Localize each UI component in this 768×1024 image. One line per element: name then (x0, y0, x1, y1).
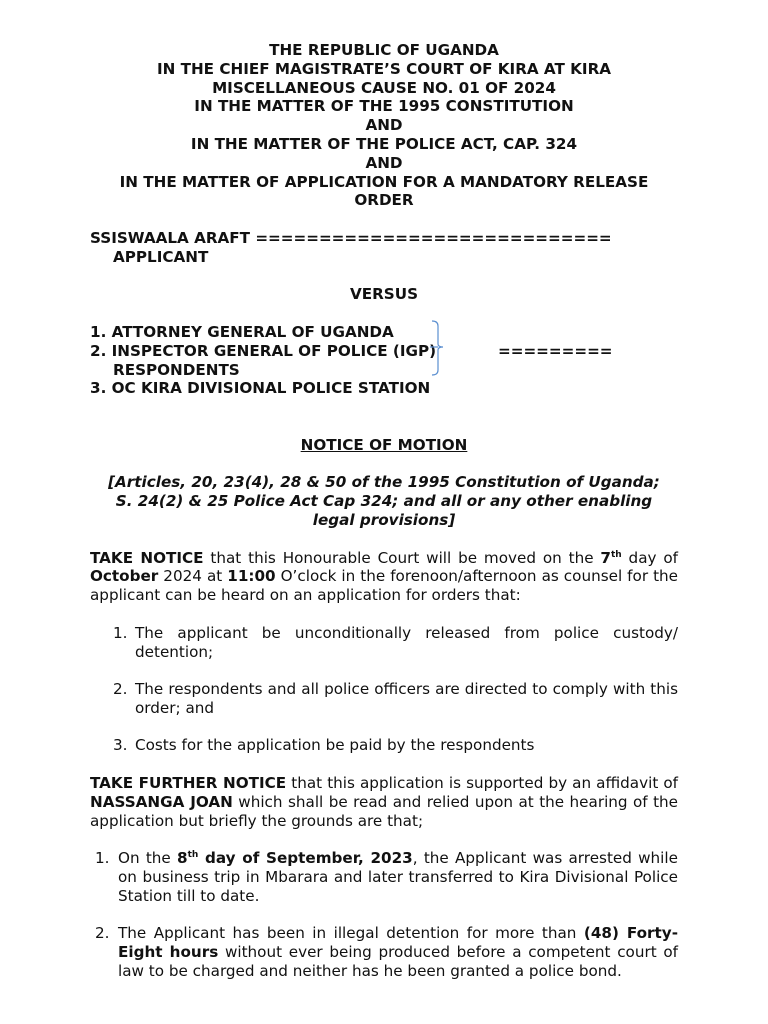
authority-line: S. 24(2) & 25 Police Act Cap 324; and all or any other enabling (115, 492, 653, 511)
day-number: 8 (177, 849, 188, 868)
further-notice-paragraph (90, 774, 678, 830)
item-text: Costs for the application be paid by the respondents (135, 736, 535, 755)
respondent-item: 2. INSPECTOR GENERAL OF POLICE (IGP) (90, 341, 437, 360)
list-item (90, 624, 678, 662)
heading-line: IN THE MATTER OF APPLICATION FOR A MANDATORY RELEASE (119, 172, 649, 191)
heading-line: IN THE MATTER OF THE POLICE ACT, CAP. 324 (190, 134, 578, 153)
bracket-icon (430, 320, 444, 376)
paragraph-text: that this application is supported by an affidavit of (286, 774, 678, 793)
respondents-label: RESPONDENTS (113, 360, 240, 379)
item-text: The applicant be unconditionally released from police custody/ detention; (135, 623, 678, 661)
paragraph-text: O’clock in the forenoon/afternoon as counsel for the applicant can be heard on an application for orders that: (90, 567, 679, 605)
item-number: 2. (95, 924, 110, 943)
heading-line: IN THE CHIEF MAGISTRATE’S COURT OF KIRA AT KIRA (156, 59, 612, 78)
item-number: 2. (113, 680, 128, 699)
applicant-rule: ============================ (255, 228, 612, 247)
applicant-label: APPLICANT (113, 247, 209, 266)
list-item (90, 849, 678, 905)
hearing-day (600, 549, 621, 567)
list-item (90, 924, 678, 980)
item-text: without ever being produced before a competent court of law to be charged and neither has he been granted a police bond. (118, 943, 678, 981)
paragraph-text: day of (621, 548, 678, 567)
hearing-time: 11:00 (227, 567, 276, 586)
paragraph-text: 2024 at (158, 567, 228, 586)
further-notice-lead: TAKE FURTHER NOTICE (90, 774, 287, 793)
respondent-item: 1. ATTORNEY GENERAL OF UGANDA (90, 322, 394, 341)
heading-line: AND (365, 116, 403, 135)
item-text: On the (118, 849, 178, 868)
item-number: 1. (113, 623, 128, 642)
heading-line: ORDER (354, 191, 414, 210)
respondents-rule: ========= (498, 341, 613, 360)
authority-line: [Articles, 20, 23(4), 28 & 50 of the 1995 Constitution of Uganda; (108, 473, 660, 492)
heading-line: IN THE MATTER OF THE 1995 CONSTITUTION (194, 97, 574, 116)
paragraph-text: which shall be read and relied upon at the hearing of the application but briefly the grounds are that; (90, 792, 678, 830)
item-number: 1. (95, 849, 110, 868)
respondents-block (90, 323, 678, 398)
item-text: The Applicant has been in illegal detention for more than (118, 924, 584, 943)
paragraph-text: that this Honourable Court will be moved on the (203, 548, 601, 567)
day-suffix: th (187, 850, 199, 861)
notice-title: NOTICE OF MOTION (300, 435, 468, 454)
take-notice-paragraph (90, 549, 678, 605)
document-page (90, 41, 678, 981)
authority-line: legal provisions] (312, 510, 456, 529)
orders-list (90, 624, 678, 756)
grounds-list (90, 849, 678, 981)
deponent-name: NASSANGA JOAN (90, 792, 233, 811)
applicant-name: SSISWAALA ARAFT (90, 228, 251, 247)
heading-line: THE REPUBLIC OF UGANDA (269, 41, 499, 59)
item-text: The respondents and all police officers are directed to comply with this order; and (135, 680, 678, 717)
list-item (90, 680, 678, 718)
applicant-block (90, 229, 678, 267)
take-notice-lead: TAKE NOTICE (90, 548, 204, 567)
authority-block (90, 473, 678, 529)
date-text: day of September, 2023 (198, 849, 413, 868)
item-text: , the Applicant was arrested while on business trip in Mbarara and later transferred to Kira Divisional Police Station till to date. (118, 849, 678, 905)
versus-label: VERSUS (349, 285, 419, 304)
arrest-date (177, 849, 413, 867)
list-item (90, 736, 678, 755)
heading-line: AND (365, 153, 403, 172)
detention-period: (48) Forty-Eight hours (118, 924, 679, 962)
hearing-month: October (90, 567, 159, 586)
day-number: 7 (600, 548, 611, 567)
heading-line: MISCELLANEOUS CAUSE NO. 01 OF 2024 (212, 78, 556, 97)
item-number: 3. (113, 736, 128, 755)
respondent-item: 3. OC KIRA DIVISIONAL POLICE STATION (90, 379, 431, 398)
day-suffix: th (610, 549, 622, 560)
case-heading (90, 41, 678, 210)
